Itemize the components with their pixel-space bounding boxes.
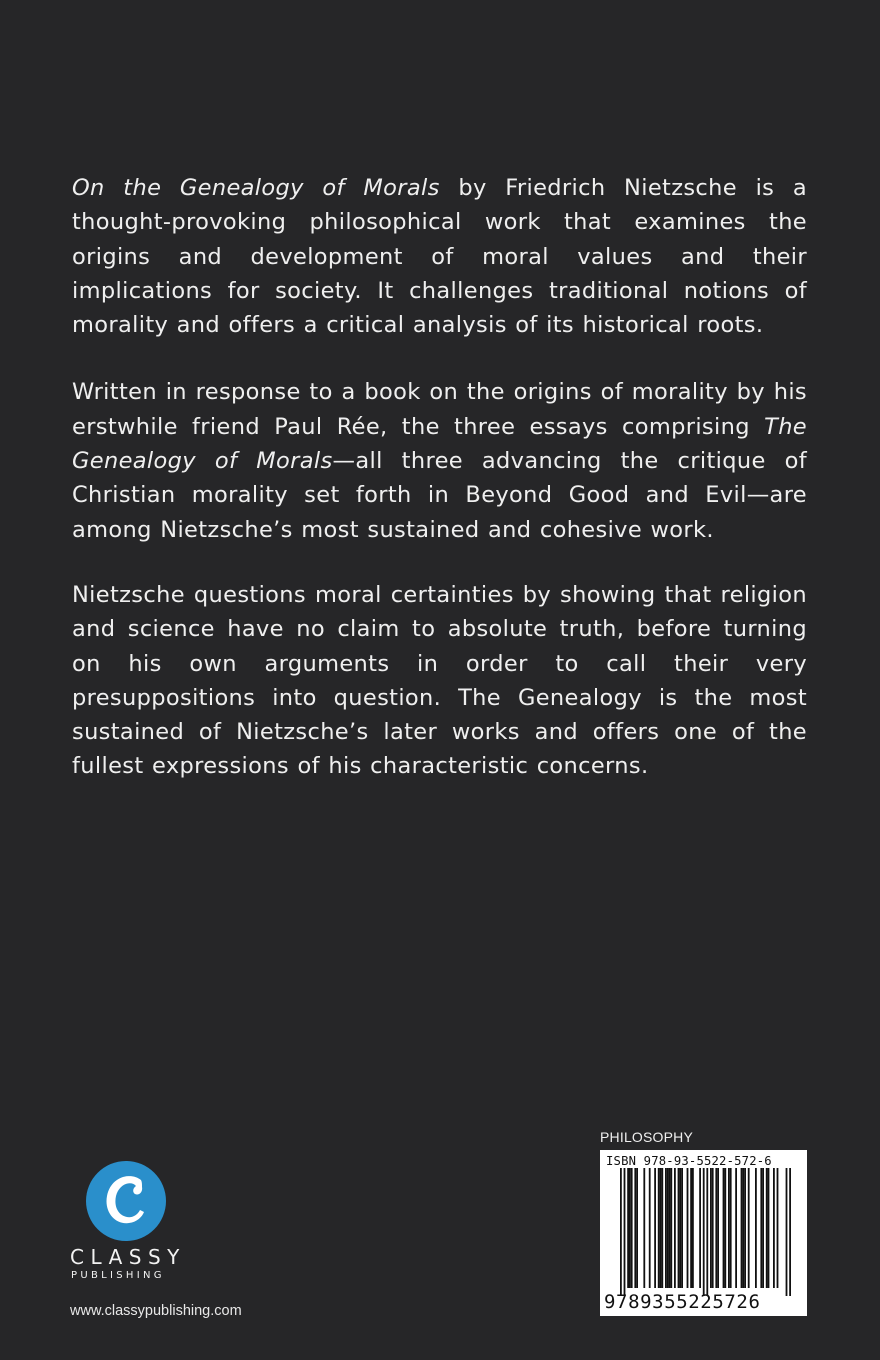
barcode-bar <box>620 1168 622 1296</box>
barcode-bar <box>690 1168 692 1288</box>
back-cover-blurb <box>72 171 807 817</box>
category-label: PHILOSOPHY <box>600 1129 694 1145</box>
publisher-website: www.classypublishing.com <box>70 1303 242 1319</box>
barcode-bar <box>631 1168 633 1288</box>
barcode-bar <box>706 1168 708 1296</box>
barcode-bar <box>715 1168 717 1288</box>
barcode-bar <box>681 1168 683 1288</box>
barcode-bar <box>658 1168 660 1288</box>
barcode-bar <box>654 1168 656 1288</box>
barcode-bar <box>748 1168 750 1288</box>
barcode-bar <box>669 1168 671 1288</box>
barcode-bar <box>649 1168 651 1288</box>
barcode-bar <box>724 1168 726 1288</box>
barcode-bar <box>703 1168 705 1296</box>
barcode-bar <box>687 1168 689 1288</box>
barcode-bar <box>768 1168 770 1288</box>
barcode-bar <box>665 1168 667 1288</box>
blurb-paragraph-1-text: by Friedrich Nietzsche is a thought-provoking philosophical work that examines the origins and development of moral values and their implications for society. It challenges traditional notions of morality and offers a critical analysis of its historical roots. <box>72 175 807 339</box>
barcode-bar <box>712 1168 714 1288</box>
barcode-bar <box>627 1168 629 1288</box>
barcode-bar <box>742 1168 744 1288</box>
publisher-name: CLASSY <box>70 1245 186 1269</box>
barcode-bar <box>789 1168 791 1296</box>
barcode-bar <box>634 1168 636 1288</box>
book-title-italic: On the Genealogy of Morals <box>72 175 440 201</box>
barcode-bar <box>786 1168 788 1296</box>
barcode-bar <box>723 1168 725 1288</box>
barcode-bar <box>728 1168 730 1288</box>
barcode-bar <box>741 1168 743 1288</box>
barcode-bar <box>710 1168 712 1288</box>
barcode-bar <box>667 1168 669 1288</box>
barcode-bar <box>717 1168 719 1288</box>
barcode-bar <box>660 1168 662 1288</box>
barcode-bar <box>692 1168 694 1288</box>
isbn-barcode <box>600 1150 807 1316</box>
barcode-bar <box>661 1168 663 1288</box>
barcode-bar <box>777 1168 779 1288</box>
barcode-bar <box>744 1168 746 1288</box>
barcode-bar <box>735 1168 737 1288</box>
book-title-italic-2: The Genealogy of Morals <box>72 413 807 475</box>
barcode-bar <box>636 1168 638 1288</box>
barcode-bar <box>760 1168 762 1288</box>
barcode-bar <box>762 1168 764 1288</box>
barcode-bar <box>766 1168 768 1288</box>
barcode-bar <box>674 1168 676 1288</box>
blurb-paragraph-2-text-start: Written in response to a book on the origins of morality by his erstwhile friend Paul Rée, the three essays comprising <box>72 379 807 440</box>
barcode-bar <box>699 1168 701 1288</box>
barcode-bar <box>679 1168 681 1288</box>
barcode-bar <box>643 1168 645 1288</box>
barcode-bar <box>624 1168 626 1296</box>
isbn-label: ISBN 978-93-5522-572-6 <box>606 1154 772 1168</box>
barcode-bar <box>755 1168 757 1288</box>
barcode-digits: 9789355225726 <box>604 1291 761 1313</box>
publisher-subtitle: PUBLISHING <box>71 1270 165 1281</box>
blurb-paragraph-2-text-end: —all three advancing the critique of Christian morality set forth in Beyond Good and Evil—are among Nietzsche’s most sustained and cohesive work. <box>72 448 808 543</box>
barcode-bar <box>678 1168 680 1288</box>
blurb-paragraph-2 <box>72 375 807 546</box>
barcode-bar <box>730 1168 732 1288</box>
barcode-bar <box>670 1168 672 1288</box>
blurb-paragraph-3: Nietzsche questions moral certainties by showing that religion and science have no claim to absolute truth, before turning on his own arguments in order to call their very presuppositions into question. The Genealogy is the most sustained of Nietzsche’s later works and offers one of the fullest expressions of his characteristic concerns. <box>72 581 807 780</box>
barcode-bar <box>773 1168 775 1288</box>
blurb-paragraph-1 <box>72 171 807 342</box>
classy-logo-icon <box>85 1160 167 1242</box>
barcode-bar <box>629 1168 631 1288</box>
